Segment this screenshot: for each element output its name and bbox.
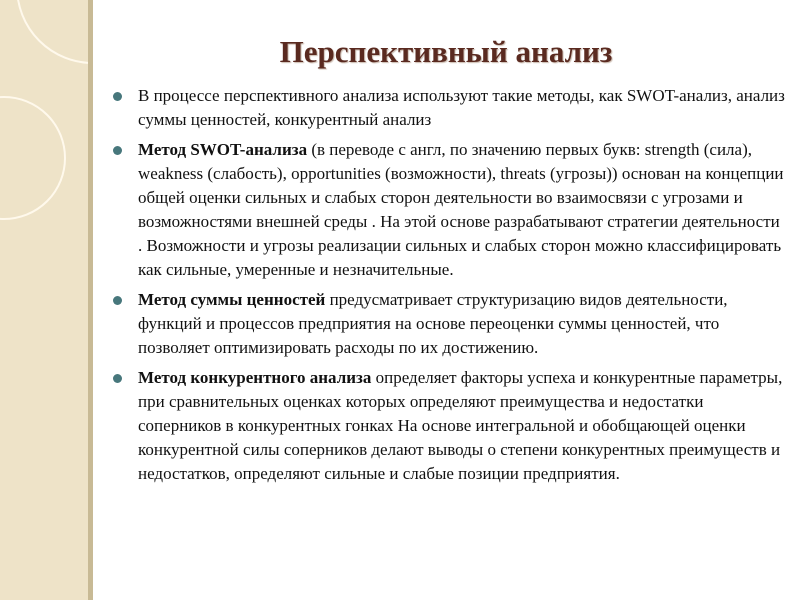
bullet-item-methods-overview (112, 84, 788, 132)
decorative-side-band (0, 0, 88, 600)
bullet-lead: Метод суммы ценностей (138, 290, 326, 309)
bullet-item-competitive-analysis (112, 366, 788, 486)
bullet-lead: Метод SWOT-анализа (138, 140, 308, 159)
bullet-text: В процессе перспективного анализа используют такие методы, как SWOT-анализ, анализ суммы ценностей, конкурентный анализ (138, 86, 785, 129)
bullet-marker-icon (113, 146, 122, 155)
decorative-circle (0, 96, 66, 220)
bullet-text: предусматривает структуризацию видов деятельности, функций и процессов предприятия на основе переоценки суммы ценностей, что позволяет оптимизировать расходы по их достижению. (138, 290, 728, 357)
side-band-separator (88, 0, 93, 600)
bullet-marker-icon (113, 374, 122, 383)
bullet-text: определяет факторы успеха и конкурентные параметры, при сравнительных оценках которых определяют преимущества и недостатки соперников в конкурентных гонках На основе интегральной и обобщающей оценки конкурентной силы соперников делают выводы о степени конкурентных преимуществ и недостатков, определяют сильные и слабые позиции предприятия. (138, 368, 783, 483)
bullet-list (112, 84, 788, 492)
bullet-marker-icon (113, 296, 122, 305)
slide-title: Перспективный анализ (279, 34, 613, 69)
decorative-circle (16, 0, 88, 64)
bullet-item-value-sum (112, 288, 788, 360)
bullet-item-swot (112, 138, 788, 282)
bullet-lead: Метод конкурентного анализа (138, 368, 372, 387)
bullet-marker-icon (113, 92, 122, 101)
bullet-text: (в переводе с англ, по значению первых букв: strength (сила), weakness (слабость), opportunities (возможности), threats (угрозы)) основан на концепции общей оценки сильных и слабых сторон деятельности во взаимосвязи с угрозами и возможностями внешней среды . На этой основе разрабатывают стратегии деятельности . Возможности и угрозы реализации сильных и слабых сторон можно классифицировать как сильные, умеренные и незначительные. (138, 140, 784, 279)
